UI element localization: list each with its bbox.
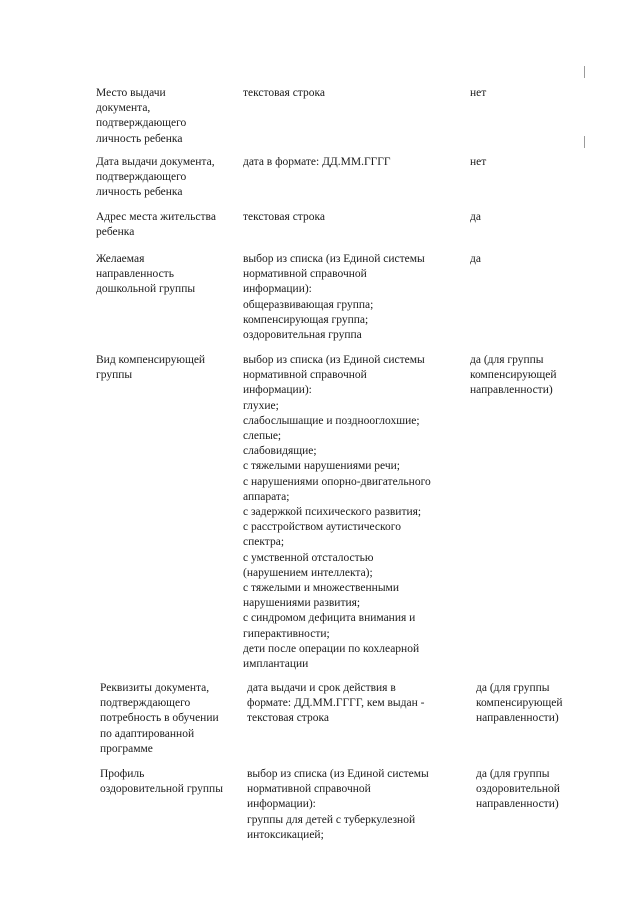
field-type	[247, 767, 469, 843]
field-name-line: подтверждающего	[96, 117, 187, 130]
field-name	[96, 86, 236, 147]
field-name-line: документа,	[96, 102, 151, 115]
field-type-line: глухие;	[243, 399, 279, 412]
field-name-line: группы	[96, 369, 133, 382]
field-type-line: формате: ДД.ММ.ГГГГ, кем выдан -	[247, 697, 425, 710]
field-type-line: слабовидящие;	[243, 445, 317, 458]
field-name	[96, 353, 236, 383]
field-name-line: личность ребенка	[96, 132, 183, 145]
field-type-line: (нарушением интеллекта);	[243, 566, 373, 579]
field-name-line: Профиль	[100, 768, 145, 780]
field-name	[96, 155, 236, 201]
field-type-line: с задержкой психического развития;	[243, 506, 422, 519]
field-required-line: да	[470, 211, 481, 223]
field-required-line: направленности)	[470, 384, 553, 397]
field-required-line: оздоровительной	[476, 783, 560, 796]
scan-edge-mark	[584, 136, 585, 148]
field-type-line: интоксикацией;	[247, 828, 324, 841]
field-name-line: подтверждающего	[96, 171, 187, 184]
field-type-line: дата выдачи и срок действия в	[247, 682, 396, 694]
field-type-line: нормативной справочной	[243, 369, 367, 382]
field-type-line: спектра;	[243, 536, 285, 549]
field-type-line: с синдромом дефицита внимания и	[243, 612, 416, 625]
field-name	[96, 210, 236, 240]
field-type	[243, 252, 465, 343]
field-type-line: информации):	[247, 798, 316, 811]
field-required-line: да	[470, 253, 481, 265]
field-type-line: текстовая строка	[243, 211, 325, 223]
field-required	[470, 86, 600, 101]
field-name-line: программе	[100, 742, 153, 755]
field-name-line: потребность в обучении	[100, 712, 219, 725]
field-type-line: с расстройством аутистического	[243, 521, 401, 534]
field-name-line: Место выдачи	[96, 87, 166, 99]
field-type-line: дети после операции по кохлеарной	[243, 642, 420, 655]
field-name	[100, 767, 240, 797]
field-type-line: компенсирующая группа;	[243, 313, 369, 326]
field-name-line: Желаемая	[96, 253, 145, 265]
field-type-line: текстовая строка	[247, 712, 329, 725]
field-required	[470, 155, 600, 170]
field-type	[247, 681, 469, 727]
field-type-line: гиперактивности;	[243, 627, 330, 640]
field-name-line: оздоровительной группы	[100, 783, 223, 796]
field-name-line: личность ребенка	[96, 186, 183, 199]
field-name-line: по адаптированной	[100, 727, 195, 740]
field-required	[470, 353, 600, 399]
field-type-line: слабослышащие и позднооглохшие;	[243, 414, 420, 427]
field-required-line: да (для группы	[476, 768, 550, 780]
field-required-line: компенсирующей	[470, 369, 557, 382]
field-name-line: подтверждающего	[100, 697, 191, 710]
field-name	[96, 252, 236, 298]
field-type-line: с нарушениями опорно-двигательного	[243, 475, 431, 488]
field-name-line: ребенка	[96, 226, 135, 239]
field-type-line: имплантации	[243, 658, 309, 671]
field-type-line: с тяжелыми и множественными	[243, 582, 399, 595]
field-type	[243, 210, 465, 225]
field-type-line: нарушениями развития;	[243, 597, 361, 610]
field-type-line: информации):	[243, 384, 312, 397]
field-name-line: направленность	[96, 268, 174, 281]
field-name-line: Адрес места жительства	[96, 211, 216, 223]
field-type-line: выбор из списка (из Единой системы	[247, 768, 429, 780]
field-required-line: нет	[470, 87, 487, 99]
field-required	[476, 681, 606, 727]
field-type-line: текстовая строка	[243, 87, 325, 99]
field-name-line: Дата выдачи документа,	[96, 156, 215, 168]
field-type-line: с тяжелыми нарушениями речи;	[243, 460, 400, 473]
field-type-line: дата в формате: ДД.ММ.ГГГГ	[243, 156, 391, 168]
field-name-line: Реквизиты документа,	[100, 682, 210, 694]
field-required-line: да (для группы	[476, 682, 550, 694]
field-type	[243, 155, 465, 170]
field-required-line: нет	[470, 156, 487, 168]
field-required	[470, 210, 600, 225]
field-type-line: нормативной справочной	[243, 268, 367, 281]
field-name-line: дошкольной группы	[96, 283, 196, 296]
field-required	[470, 252, 600, 267]
field-name	[100, 681, 240, 757]
field-type-line: оздоровительная группа	[243, 329, 362, 342]
field-type-line: группы для детей с туберкулезной	[247, 813, 416, 826]
field-type-line: информации):	[243, 283, 312, 296]
field-type	[243, 86, 465, 101]
scan-edge-mark	[584, 66, 585, 78]
field-type-line: аппарата;	[243, 490, 290, 503]
field-required-line: направленности)	[476, 798, 559, 811]
field-required-line: да (для группы	[470, 354, 544, 366]
field-type-line: нормативной справочной	[247, 783, 371, 796]
field-required-line: направленности)	[476, 712, 559, 725]
field-type-line: слепые;	[243, 430, 282, 443]
field-type-line: с умственной отсталостью	[243, 551, 374, 564]
field-name-line: Вид компенсирующей	[96, 354, 206, 366]
field-type-line: выбор из списка (из Единой системы	[243, 253, 425, 265]
field-type-line: выбор из списка (из Единой системы	[243, 354, 425, 366]
field-type-line: общеразвивающая группа;	[243, 298, 374, 311]
field-required	[476, 767, 606, 813]
field-type	[243, 353, 465, 672]
field-required-line: компенсирующей	[476, 697, 563, 710]
